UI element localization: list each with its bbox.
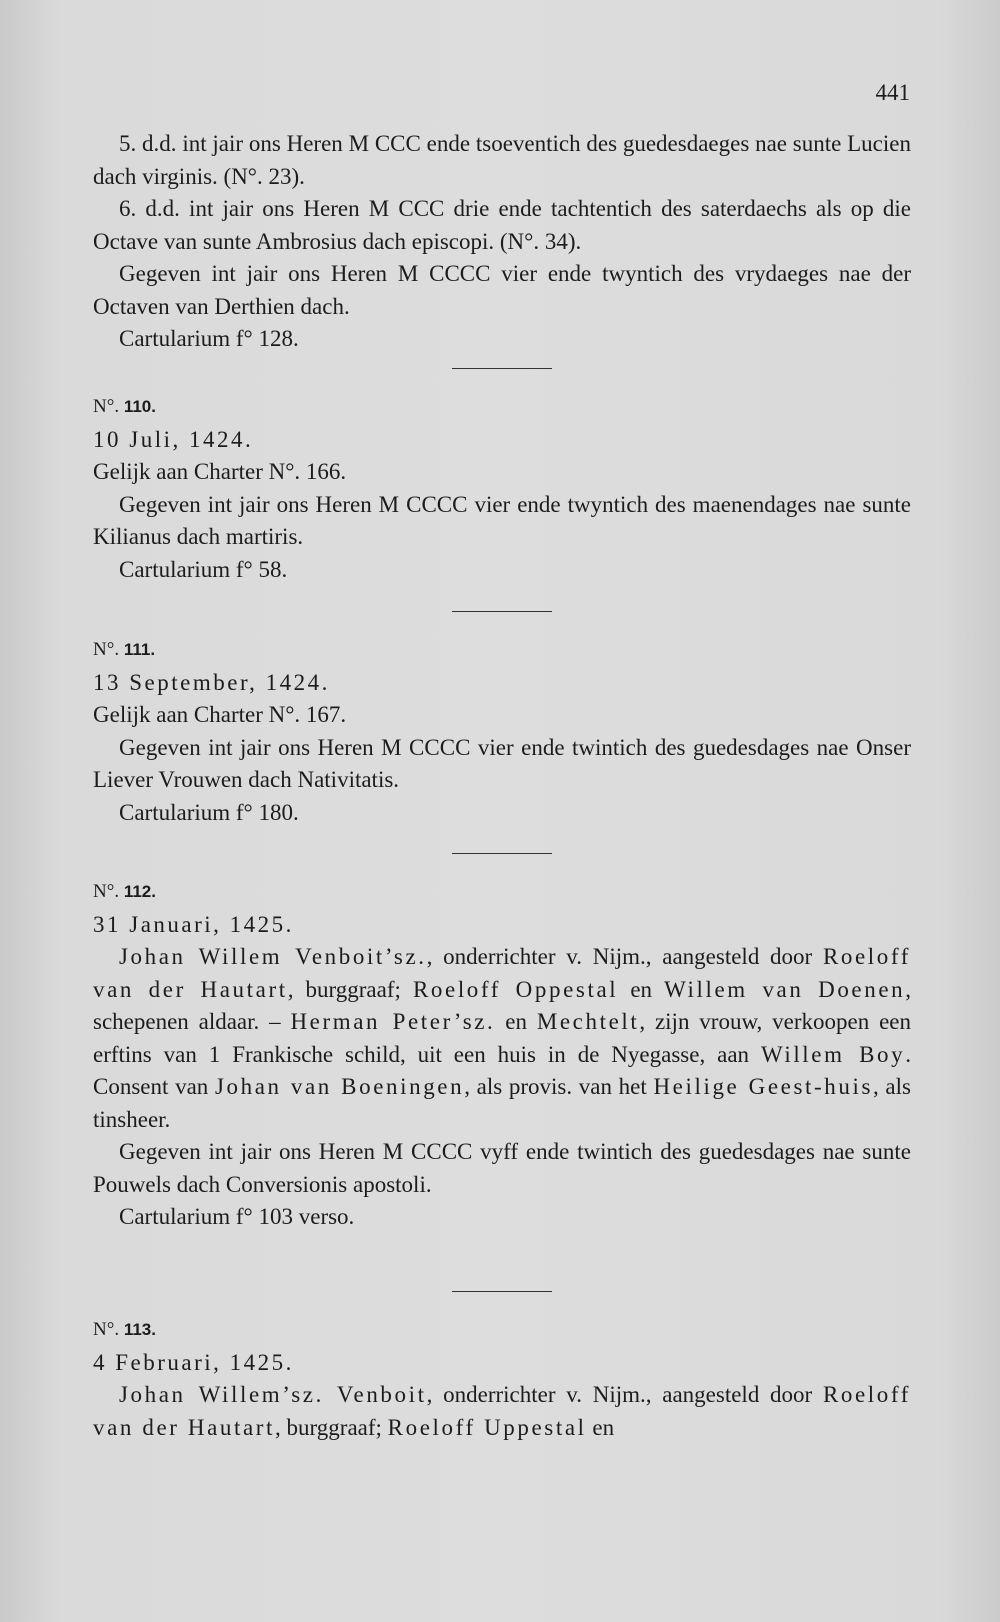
top-section xyxy=(93,128,911,356)
paragraph: Gegeven int jair ons Heren M CCCC vyff ende twintich des guedesdages nae sunte Pouwels dach Conversionis apostoli. xyxy=(93,1139,911,1197)
entry-number-prefix: N°. xyxy=(93,1319,120,1340)
entry-number-prefix: N°. xyxy=(93,396,120,417)
divider xyxy=(452,853,552,854)
paragraph: Gegeven int jair ons Heren M CCCC vier ende twyntich des vrydaeges nae der Octaven van Derthien dach. xyxy=(93,261,911,319)
entry-number xyxy=(93,634,911,667)
entry-date: 31 Januari, 1425. xyxy=(93,911,294,937)
text-run: . Consent van xyxy=(93,1041,911,1099)
entry-date: 4 Februari, 1425. xyxy=(93,1349,294,1375)
regest-paragraph xyxy=(93,941,911,1136)
person-name: Herman Peter’sz. xyxy=(290,1009,496,1034)
charter-reference: Gelijk aan Charter N°. 167. xyxy=(93,702,347,727)
entry-number-value: 113. xyxy=(123,1320,156,1339)
entry-112 xyxy=(93,835,911,1234)
text-run: , onderrichter v. Nijm., aangesteld door xyxy=(426,1382,823,1407)
divider xyxy=(452,611,552,612)
person-name: Willem Boy xyxy=(760,1041,906,1067)
page-number: 441 xyxy=(875,80,910,105)
text-run: , als tinsheer. xyxy=(93,1074,911,1132)
entry-110 xyxy=(93,350,911,586)
text-run: , als provis. van het xyxy=(464,1074,654,1099)
divider xyxy=(452,1291,552,1292)
institution-name: Heilige Geest-huis xyxy=(653,1074,873,1099)
entry-number-value: 111. xyxy=(123,640,156,659)
entry-number-prefix: N°. xyxy=(93,881,120,902)
divider xyxy=(452,368,552,369)
person-name: Roeloff Oppestal xyxy=(412,976,619,1002)
text-run: en xyxy=(495,1009,537,1034)
entry-date: 13 September, 1424. xyxy=(93,669,330,695)
person-name: Johan Willem Venboit’sz. xyxy=(119,944,427,969)
person-name: Mechtelt xyxy=(536,1009,640,1034)
entry-number-value: 110. xyxy=(123,397,156,416)
entry-number xyxy=(93,1314,911,1347)
entry-number xyxy=(93,391,911,424)
entry-111 xyxy=(93,593,911,829)
source-reference: Cartularium f° 103 verso. xyxy=(119,1204,355,1229)
person-name: Roeloff Uppestal xyxy=(387,1414,587,1440)
paragraph: 6. d.d. int jair ons Heren M CCC drie ende tachtentich des saterdaechs als op die Octave van sunte Ambrosius dach episcopi. (N°. 34). xyxy=(93,196,911,254)
paragraph: Gegeven int jair ons Heren M CCCC vier ende twintich des guedesdages nae Onser Liever Vrouwen dach Nativitatis. xyxy=(93,734,911,792)
person-name: Johan van Boeningen xyxy=(214,1074,465,1099)
text-run: en xyxy=(618,976,665,1002)
entry-number-prefix: N°. xyxy=(93,639,120,660)
regest-paragraph xyxy=(93,1379,911,1444)
text-run: , burggraaf; xyxy=(287,976,413,1002)
person-name: Roeloff van der Hautart xyxy=(93,944,911,1002)
source-reference: Cartularium f° 58. xyxy=(119,556,288,582)
entry-113 xyxy=(93,1273,911,1444)
text-run: , burggraaf; xyxy=(275,1414,388,1440)
source-reference: Cartularium f° 180. xyxy=(119,799,299,825)
charter-reference: Gelijk aan Charter N°. 166. xyxy=(93,459,347,484)
text-run: en xyxy=(586,1414,615,1440)
text-run: , schepenen aldaar. – xyxy=(93,976,911,1034)
person-name: Willem van Doenen xyxy=(664,976,906,1002)
entry-date: 10 Juli, 1424. xyxy=(93,426,254,452)
text-run: , zijn vrouw, verkoopen een erftins van 1 Frankische schild, uit een huis in de Nyegasse, aan xyxy=(93,1009,911,1067)
paragraph: Gegeven int jair ons Heren M CCCC vier ende twyntich des maenendages nae sunte Kilianus dach martiris. xyxy=(93,491,911,549)
entry-number xyxy=(93,876,911,909)
person-name: Roeloff van der Hautart xyxy=(93,1382,911,1440)
person-name: Johan Willem’sz. Venboit xyxy=(119,1382,427,1407)
paragraph: 5. d.d. int jair ons Heren M CCC ende tsoeventich des guedesdaeges nae sunte Lucien dach virginis. (N°. 23). xyxy=(93,131,911,189)
source-reference: Cartularium f° 128. xyxy=(119,326,299,351)
entry-number-value: 112. xyxy=(123,882,156,901)
text-run: , onderrichter v. Nijm., aangesteld door xyxy=(426,944,823,969)
